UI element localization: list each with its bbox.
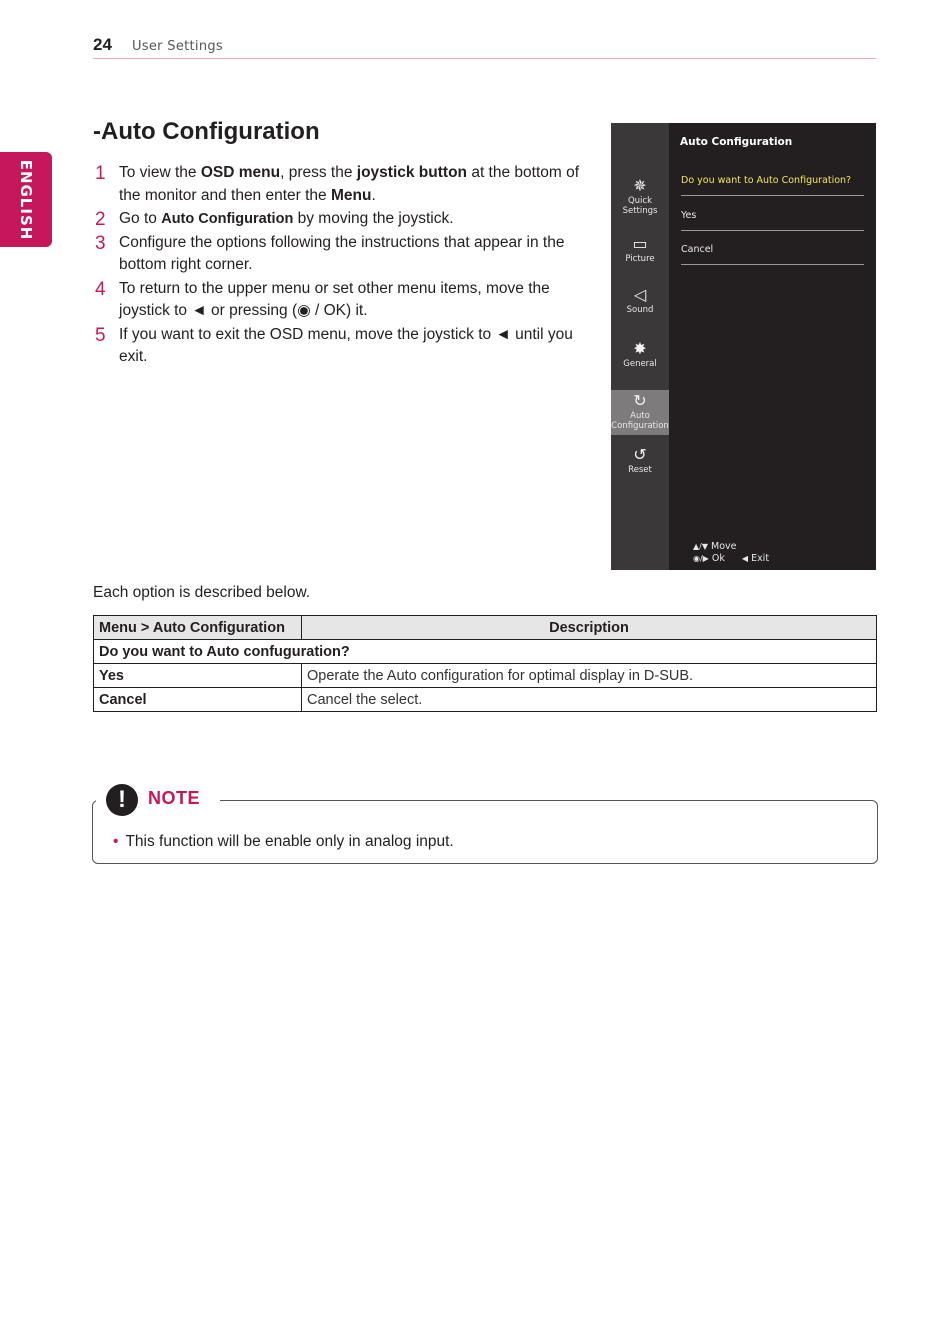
options-table xyxy=(93,615,877,712)
step-text: Go to xyxy=(119,210,162,227)
step-item xyxy=(93,162,598,207)
step-bold: Auto Configuration xyxy=(161,211,294,227)
step-bold: OSD menu xyxy=(200,164,281,181)
step-item xyxy=(93,324,598,369)
step-text: If you want to exit the OSD menu, move the joystick to ◄ until you exit. xyxy=(119,325,573,365)
osd-panel-title: Auto Configuration xyxy=(680,136,793,148)
osd-item-label: Reset xyxy=(628,465,652,475)
steps-list xyxy=(93,162,598,370)
step-item xyxy=(93,232,598,277)
osd-item-label: General xyxy=(623,359,657,369)
language-tab-label: ENGLISH xyxy=(17,159,35,240)
osd-item-quick-settings[interactable] xyxy=(611,177,669,216)
move-keys-icon: ▲/▼ xyxy=(693,542,708,551)
step-number: 5 xyxy=(95,324,106,346)
osd-screenshot xyxy=(611,123,876,570)
bullet-icon: • xyxy=(113,833,119,850)
osd-item-label: Picture xyxy=(625,254,655,264)
osd-footer-label: Exit xyxy=(751,553,770,564)
osd-item-reset[interactable] xyxy=(611,446,669,475)
picture-icon: ▭ xyxy=(632,234,648,253)
osd-item-label: Quick Settings xyxy=(622,196,658,216)
table-row xyxy=(94,688,877,712)
osd-item-general[interactable] xyxy=(611,340,669,369)
step-bold: Menu xyxy=(330,186,372,204)
osd-item-auto-configuration[interactable] xyxy=(611,390,669,435)
section-name: User Settings xyxy=(132,39,223,54)
osd-option-yes[interactable]: Yes xyxy=(681,210,864,231)
osd-footer-ok-exit xyxy=(693,553,769,564)
table-row xyxy=(94,640,877,664)
table-header-row xyxy=(94,616,877,640)
osd-sidebar xyxy=(611,123,669,570)
table-cell: Cancel the select. xyxy=(302,688,877,712)
osd-footer-label: Move xyxy=(711,541,737,552)
osd-footer-label: Ok xyxy=(711,553,725,564)
gear-icon: ✸ xyxy=(633,339,647,358)
step-text: Configure the options following the instructions that appear in the bottom right corner. xyxy=(119,233,565,273)
step-text: at the bottom of the monitor and then enter the xyxy=(119,164,580,204)
speaker-icon: ◁ xyxy=(633,285,647,304)
ok-keys-icon: ◉/▶ xyxy=(693,554,709,563)
osd-question: Do you want to Auto Configuration? xyxy=(681,175,864,196)
osd-footer-move xyxy=(693,541,737,552)
step-number: 3 xyxy=(95,232,106,254)
step-item xyxy=(93,208,598,231)
note-text xyxy=(113,833,454,851)
note-box xyxy=(92,800,878,864)
note-text-content: This function will be enable only in analog input. xyxy=(125,833,454,850)
language-tab xyxy=(0,152,52,247)
osd-item-sound[interactable] xyxy=(611,286,669,315)
reset-icon: ↺ xyxy=(633,445,647,464)
auto-configuration-icon: ↻ xyxy=(633,391,647,410)
step-text: To return to the upper menu or set other menu items, move the joystick to ◄ or pressing (◉ / OK) it. xyxy=(119,279,550,319)
step-text: . xyxy=(371,186,376,204)
step-text: , press the xyxy=(280,164,357,181)
exit-key-icon: ◀ xyxy=(741,554,749,563)
table-group-cell: Do you want to Auto confuguration? xyxy=(94,640,877,664)
description-intro: Each option is described below. xyxy=(93,584,311,601)
table-cell: Operate the Auto configuration for optimal display in D-SUB. xyxy=(302,664,877,688)
page-header xyxy=(93,34,876,59)
table-header-cell: Menu > Auto Configuration xyxy=(94,616,302,640)
step-number: 1 xyxy=(95,163,106,184)
step-number: 2 xyxy=(95,209,106,230)
step-bold: joystick button xyxy=(356,164,468,181)
page-title: -Auto Configuration xyxy=(93,118,320,145)
exclamation-icon: ! xyxy=(106,784,138,816)
step-text: by moving the joystick. xyxy=(293,210,454,227)
table-cell: Cancel xyxy=(94,688,302,712)
quick-settings-icon: ✵ xyxy=(633,176,647,195)
table-row xyxy=(94,664,877,688)
table-header-cell: Description xyxy=(302,616,877,640)
osd-option-cancel[interactable]: Cancel xyxy=(681,244,864,265)
osd-item-picture[interactable] xyxy=(611,235,669,264)
step-text: To view the xyxy=(119,164,201,181)
osd-item-label: Sound xyxy=(626,305,654,315)
step-number: 4 xyxy=(95,278,106,300)
page-number: 24 xyxy=(93,35,112,54)
note-label: NOTE xyxy=(148,788,201,808)
osd-item-label: Auto Configuration xyxy=(611,411,669,431)
table-cell: Yes xyxy=(94,664,302,688)
step-item xyxy=(93,278,598,323)
